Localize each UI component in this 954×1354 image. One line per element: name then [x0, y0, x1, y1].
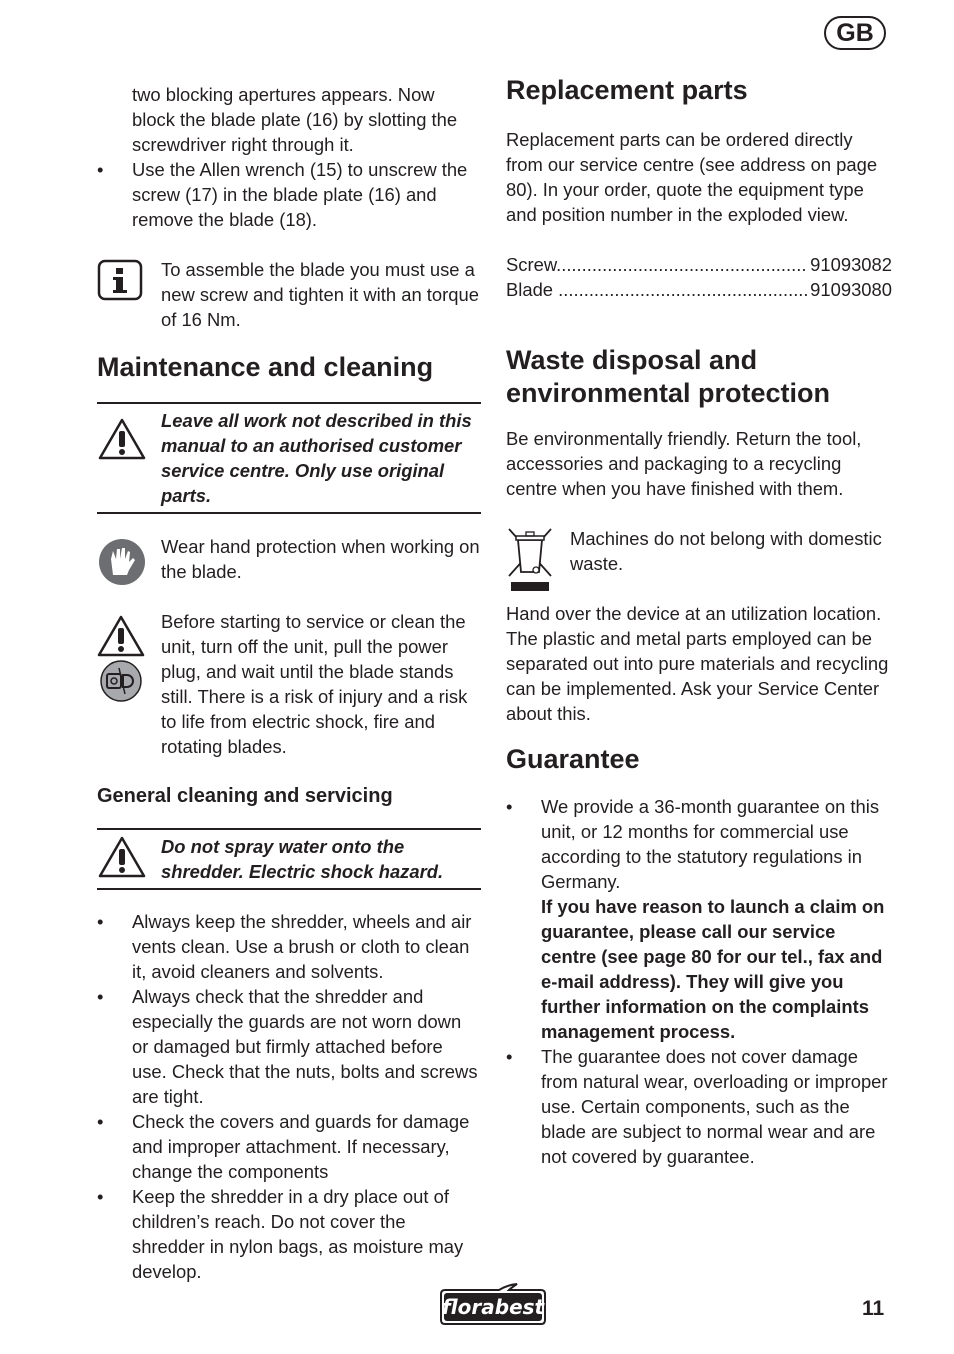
page-number: 11 — [862, 1297, 885, 1320]
glove-notice — [97, 534, 481, 584]
part-name: Screw — [506, 254, 557, 275]
info-icon — [97, 259, 143, 307]
guarantee-claim-text: If you have reason to launch a claim on guarantee, please call our service centre (see page 80 for our tel., fax and e-mail address). They will give you further information on the complaints management process. — [541, 896, 885, 1042]
glove-note-text: Wear hand protection when working on the blade. — [161, 536, 480, 582]
part-number: 91093080 — [810, 279, 892, 300]
waste-heading — [506, 344, 892, 410]
warning-icon — [97, 614, 145, 664]
waste-text: Be environmentally friendly. Return the tool, accessories and packaging to a recycling centre when you have finished with them. — [506, 428, 862, 499]
glove-icon — [97, 537, 147, 593]
guarantee-bullet-list — [506, 794, 892, 1169]
spray-warning-box — [97, 828, 481, 890]
unplug-notice — [97, 609, 481, 759]
guarantee-text: We provide a 36-month guarantee on this unit, or 12 months for commercial use according to the statutory regulations in Germany. — [541, 796, 880, 892]
right-column — [506, 74, 892, 1169]
bin-note-text: Machines do not belong with domestic waste. — [570, 528, 882, 574]
part-number: 91093082 — [810, 254, 892, 275]
list-item: • Always keep the shredder, wheels and air vents clean. Use a brush or cloth to clean it, avoid cleaners and solvents. — [97, 909, 481, 984]
parts-list — [506, 252, 892, 302]
maintenance-heading: Maintenance and cleaning — [97, 352, 434, 382]
waste-heading-line1: Waste disposal and — [506, 345, 758, 375]
general-cleaning-heading: General cleaning and servicing — [97, 785, 393, 807]
warning-icon — [98, 835, 146, 885]
waste-heading-line2: environmental protection — [506, 378, 831, 408]
warning-icon — [98, 417, 146, 467]
brand-name: florabest — [441, 1295, 545, 1319]
unplug-note-text: Before starting to service or clean the unit, turn off the unit, pull the power plug, and wait until the blade stands still. There is a risk of injury and a risk to life from electric shock, fire and rotating blades. — [161, 611, 468, 757]
list-item: • The guarantee does not cover damage from natural wear, overloading or improper use. Certain components, such as the blade are subject to normal wear and are not covered by guarantee. — [506, 1044, 892, 1169]
list-item: • Keep the shredder in a dry place out of children’s reach. Do not cover the shredder in nylon bags, as moisture may develop. — [97, 1184, 481, 1284]
replacement-heading: Replacement parts — [506, 75, 748, 105]
list-item: • Use the Allen wrench (15) to unscrew the screw (17) in the blade plate (16) and remove the blade (18). — [97, 157, 481, 232]
cleaning-bullet-list — [97, 909, 481, 1284]
list-item — [506, 794, 892, 1044]
info-notice — [97, 257, 481, 332]
replacement-text: Replacement parts can be ordered directly from our service centre (see address on page 80). In your order, quote the equipment type and position number in the exploded view. — [506, 129, 878, 225]
maintenance-warning-box — [97, 402, 481, 514]
handover-text: Hand over the device at an utilization location. The plastic and metal parts employed can be separated out into pure materials and recycling can be implemented. Ask your Service Center about this. — [506, 603, 889, 724]
info-note-text: To assemble the blade you must use a new screw and tighten it with an torque of 16 Nm. — [161, 259, 479, 330]
bin-notice — [506, 526, 892, 576]
part-name: Blade — [506, 279, 559, 300]
language-badge: GB — [824, 16, 886, 50]
intro-bullet-list — [97, 157, 481, 232]
list-item: • Always check that the shredder and especially the guards are not worn down or damaged but firmly attached before use. Check that the nuts, bolts and screws are tight. — [97, 984, 481, 1109]
maintenance-warning-text: Leave all work not described in this manual to an authorised customer service centre. Only use original parts. — [161, 410, 472, 506]
parts-row — [506, 277, 892, 302]
left-column — [97, 82, 481, 1284]
crossed-bin-icon — [506, 526, 554, 600]
guarantee-heading: Guarantee — [506, 744, 640, 774]
spray-warning-text: Do not spray water onto the shredder. Electric shock hazard. — [161, 836, 444, 882]
parts-row — [506, 252, 892, 277]
brand-logo — [437, 1282, 549, 1332]
list-item: • Check the covers and guards for damage and improper attachment. If necessary, change the components — [97, 1109, 481, 1184]
intro-continuation: two blocking apertures appears. Now block the blade plate (16) by slotting the screwdriver right through it. — [132, 84, 458, 155]
unplug-icon — [99, 659, 143, 709]
